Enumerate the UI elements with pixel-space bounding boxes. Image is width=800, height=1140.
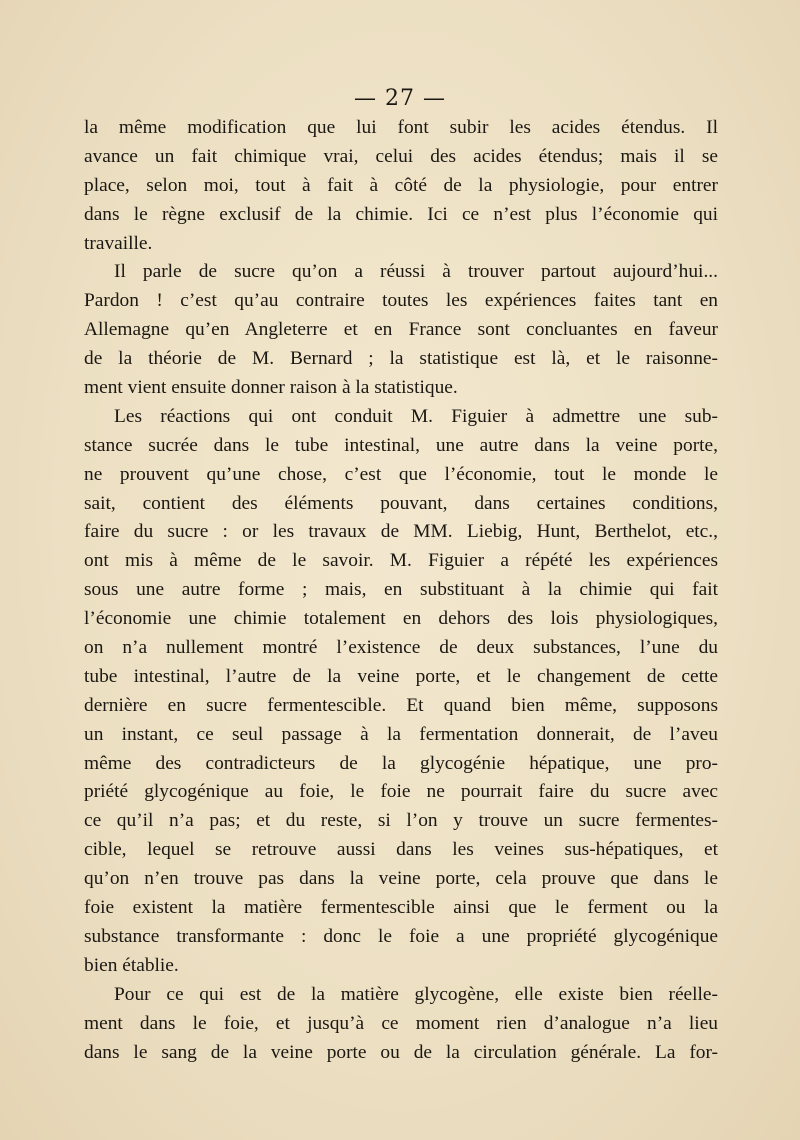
text-line: Les réactions qui ont conduit M. Figuier à admettre une sub- [114, 405, 718, 427]
text-line: sait, contient des éléments pouvant, dans certaines conditions, [84, 492, 718, 514]
text-line: Il parle de sucre qu’on a réussi à trouver partout aujourd’hui... [114, 261, 718, 283]
text-line: Allemagne qu’en Angleterre et en France sont concluantes en faveur [84, 319, 718, 341]
text-line: priété glycogénique au foie, le foie ne pourrait faire du sucre avec [84, 781, 718, 803]
text-line: Pardon ! c’est qu’au contraire toutes les expériences faites tant en [84, 290, 718, 312]
body-text [84, 114, 718, 1067]
text-line: Pour ce qui est de la matière glycogène, elle existe bien réelle- [114, 983, 718, 1005]
text-line: ont mis à même de le savoir. M. Figuier a répété les expériences [84, 550, 718, 572]
text-line: qu’on n’en trouve pas dans la veine porte, cela prouve que dans le [84, 868, 718, 890]
text-line: on n’a nullement montré l’existence de deux substances, l’une du [84, 637, 718, 659]
text-line: foie existent la matière fermentescible ainsi que le ferment ou la [84, 897, 718, 919]
text-line: l’économie une chimie totalement en dehors des lois physiologiques, [84, 608, 718, 630]
text-line: tube intestinal, l’autre de la veine porte, et le changement de cette [84, 665, 718, 687]
text-line: cible, lequel se retrouve aussi dans les veines sus-hépatiques, et [84, 839, 718, 861]
text-line: faire du sucre : or les travaux de MM. Liebig, Hunt, Berthelot, etc., [84, 521, 718, 543]
text-line: ne prouvent qu’une chose, c’est que l’économie, tout le monde le [84, 463, 718, 485]
text-line: sous une autre forme ; mais, en substituant à la chimie qui fait [84, 579, 718, 601]
text-line: dans le sang de la veine porte ou de la circulation générale. La for- [84, 1041, 718, 1063]
text-line: dernière en sucre fermentescible. Et quand bien même, supposons [84, 694, 718, 716]
text-line: bien établie. [84, 954, 179, 976]
page-number: — 27 — [354, 86, 446, 111]
text-line: ce qu’il n’a pas; et du reste, si l’on y trouve un sucre fermentes- [84, 810, 718, 832]
text-line: dans le règne exclusif de la chimie. Ici ce n’est plus l’économie qui [84, 203, 718, 225]
text-line: de la théorie de M. Bernard ; la statistique est là, et le raisonne- [84, 348, 718, 370]
text-line: la même modification que lui font subir les acides étendus. Il [84, 117, 718, 138]
text-line: même des contradicteurs de la glycogénie hépatique, une pro- [84, 752, 718, 774]
text-line: stance sucrée dans le tube intestinal, une autre dans la veine porte, [84, 434, 718, 456]
text-line: ment vient ensuite donner raison à la statistique. [84, 377, 458, 399]
text-line: avance un fait chimique vrai, celui des acides étendus; mais il se [84, 145, 718, 167]
text-line: place, selon moi, tout à fait à côté de la physiologie, pour entrer [84, 174, 718, 196]
text-line: substance transformante : donc le foie a une propriété glycogénique [84, 925, 718, 947]
text-line: un instant, ce seul passage à la fermentation donnerait, de l’aveu [84, 723, 718, 745]
text-line: travaille. [84, 232, 153, 254]
text-line: ment dans le foie, et jusqu’à ce moment rien d’analogue n’a lieu [84, 1012, 718, 1034]
